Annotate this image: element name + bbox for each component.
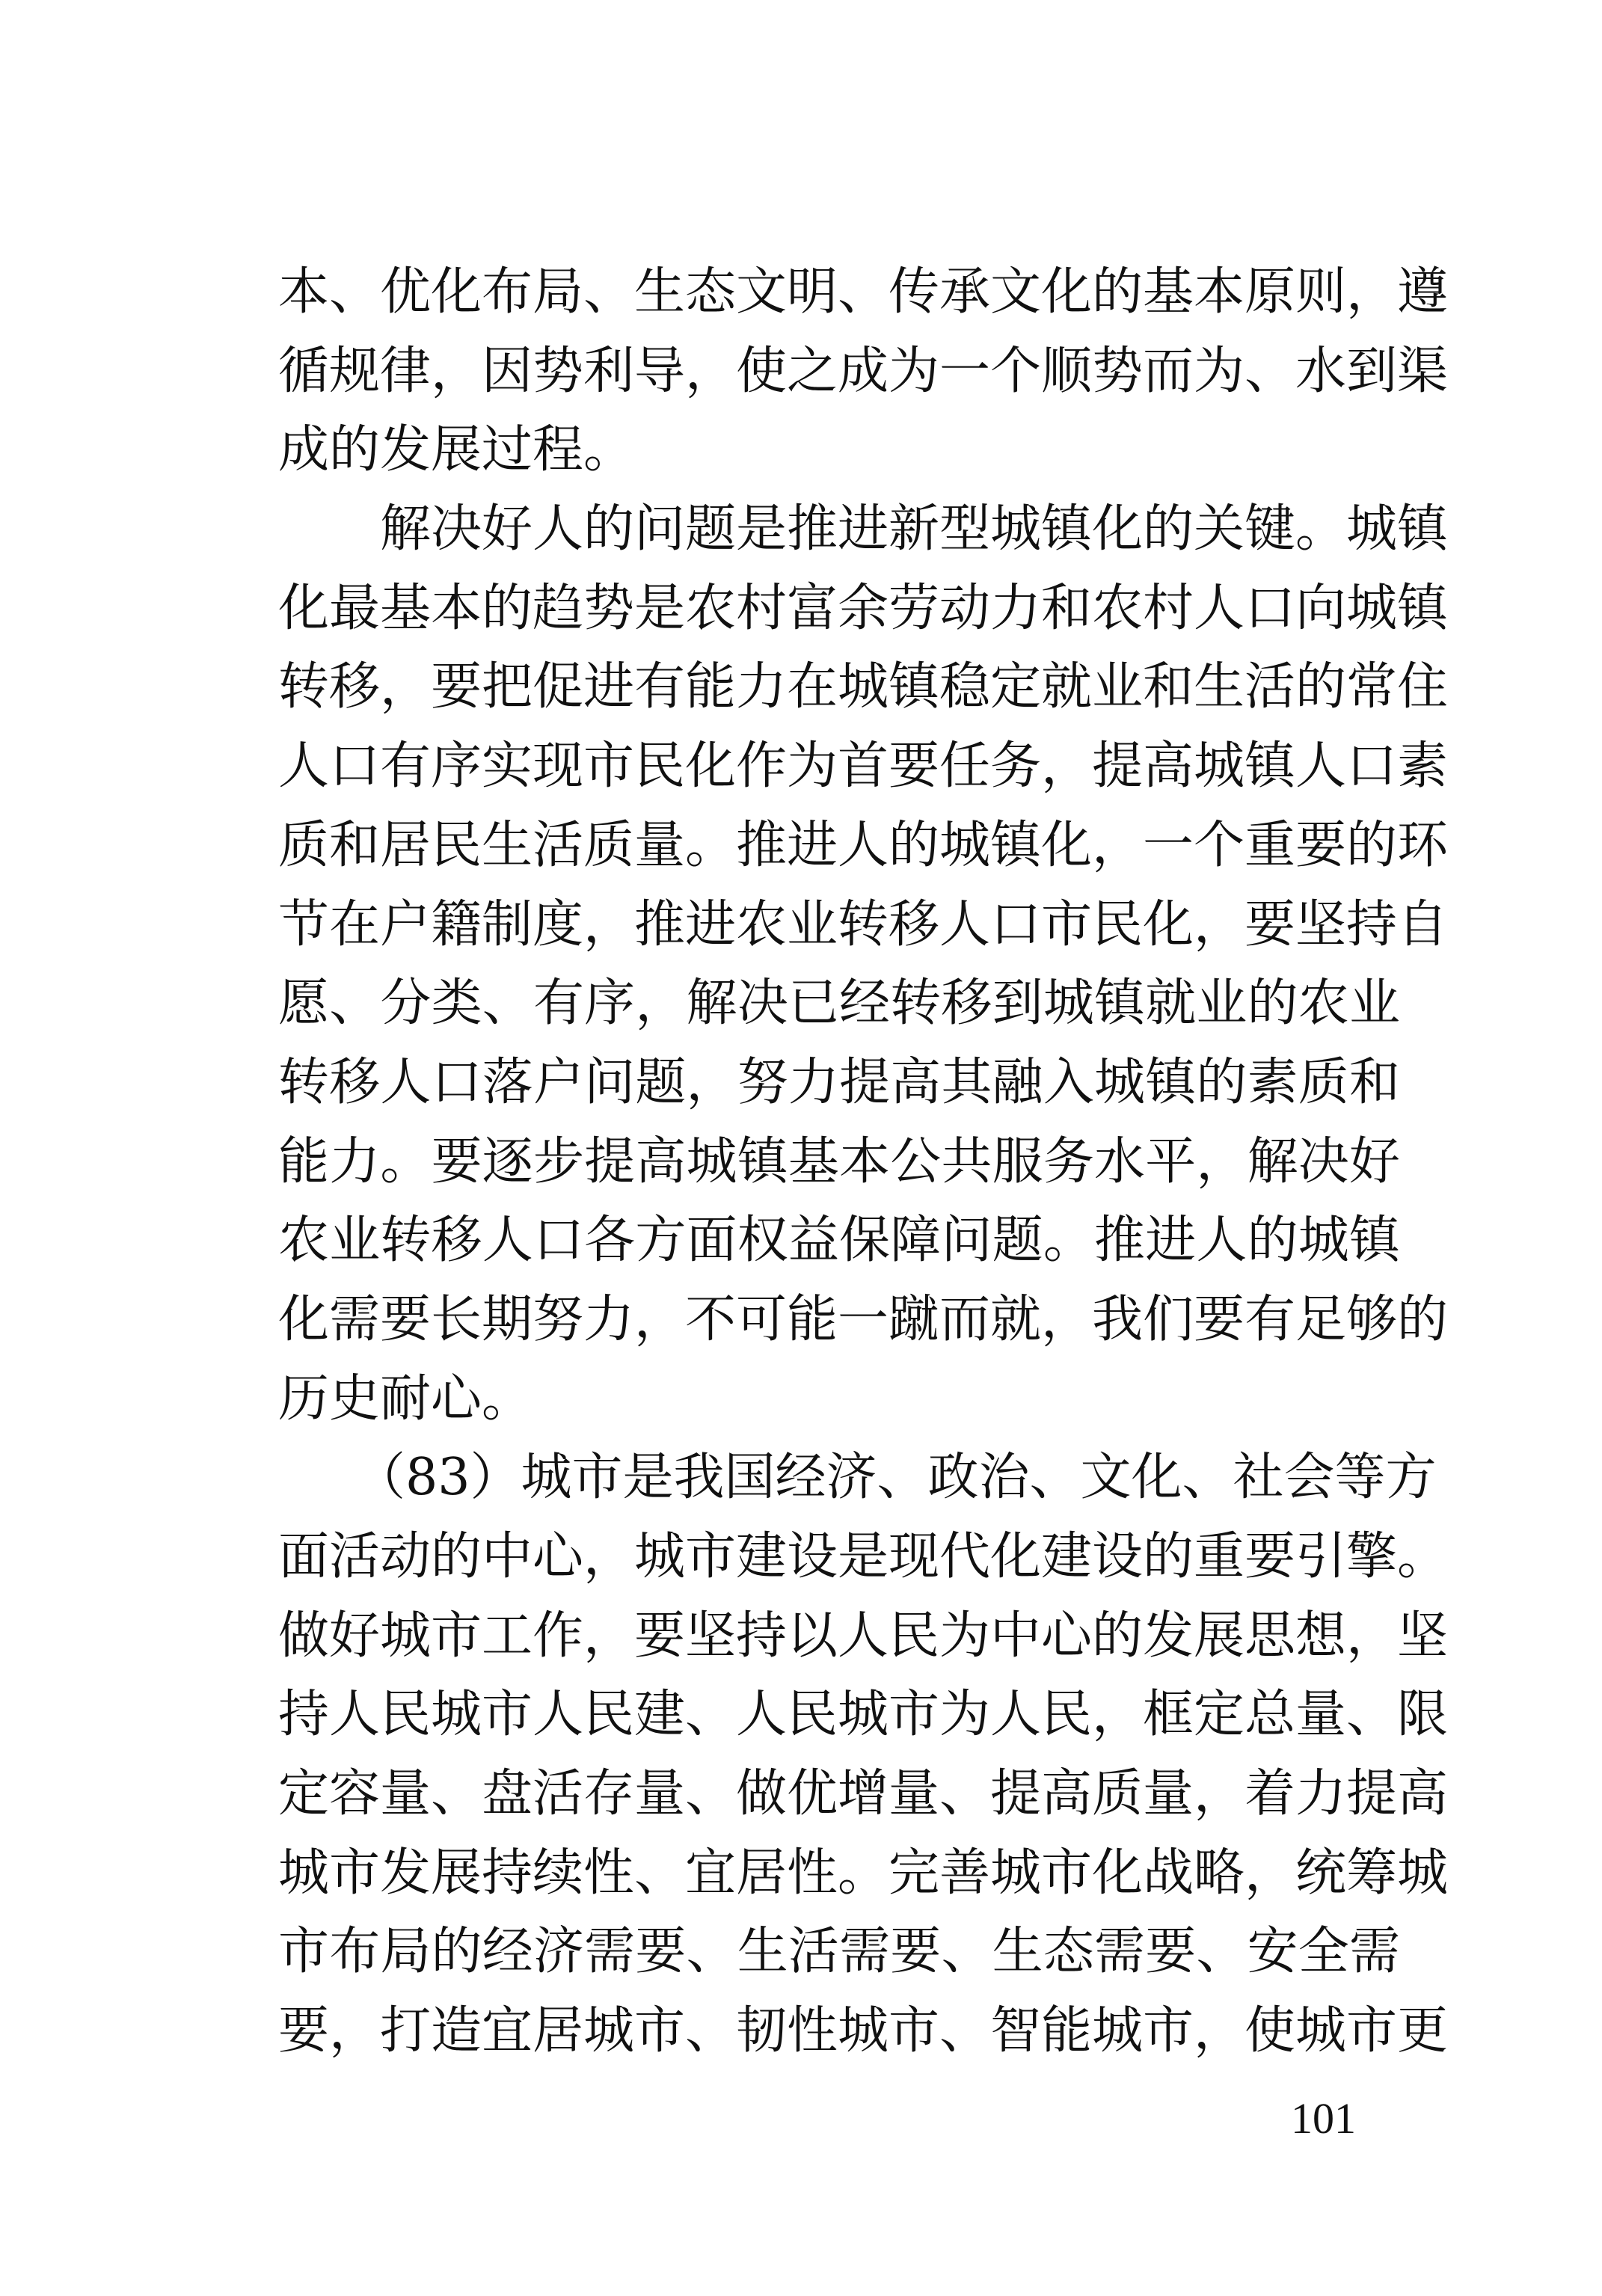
- text-line: （83）城市是我国经济、政治、文化、社会等方: [278, 1448, 1437, 1508]
- page-number: 101: [1291, 2094, 1356, 2143]
- text-line: 做好城市工作，要坚持以人民为中心的发展思想，坚: [278, 1606, 1449, 1666]
- text-line: 化需要长期努力，不可能一蹴而就，我们要有足够的: [278, 1289, 1449, 1349]
- text-line: 愿、分类、有序，解决已经转移到城镇就业的农业: [278, 974, 1400, 1034]
- text-line: 循规律，因势利导，使之成为一个顺势而为、水到渠: [278, 341, 1449, 401]
- body-text: [278, 253, 1449, 2071]
- text-line: 农业转移人口各方面权益保障问题。推进人的城镇: [278, 1211, 1400, 1271]
- text-line: 历史耐心。: [278, 1369, 533, 1428]
- text-line: 解决好人的问题是推进新型城镇化的关键。城镇: [278, 500, 1449, 559]
- text-line: 成的发展过程。: [278, 420, 635, 480]
- text-line: 城市发展持续性、宜居性。完善城市化战略，统筹城: [278, 1843, 1449, 1903]
- text-line: 能力。要逐步提高城镇基本公共服务水平，解决好: [278, 1132, 1400, 1191]
- text-line: 本、优化布局、生态文明、传承文化的基本原则，遵: [278, 263, 1449, 322]
- text-line: 定容量、盘活存量、做优增量、提高质量，着力提高: [278, 1764, 1449, 1824]
- text-line: 要，打造宜居城市、韧性城市、智能城市，使城市更: [278, 2001, 1449, 2061]
- text-line: 转移，要把促进有能力在城镇稳定就业和生活的常住: [278, 657, 1449, 717]
- text-line: 化最基本的趋势是农村富余劳动力和农村人口向城镇: [278, 578, 1449, 638]
- text-line: 转移人口落户问题，努力提高其融入城镇的素质和: [278, 1052, 1400, 1112]
- text-line: 节在户籍制度，推进农业转移人口市民化，要坚持自: [278, 894, 1449, 954]
- text-line: 市布局的经济需要、生活需要、生态需要、安全需: [278, 1922, 1400, 1982]
- text-line: 面活动的中心，城市建设是现代化建设的重要引擎。: [278, 1527, 1449, 1586]
- text-line: 人口有序实现市民化作为首要任务，提高城镇人口素: [278, 737, 1449, 796]
- text-line: 持人民城市人民建、人民城市为人民，框定总量、限: [278, 1685, 1449, 1745]
- text-line: 质和居民生活质量。推进人的城镇化，一个重要的环: [278, 815, 1449, 875]
